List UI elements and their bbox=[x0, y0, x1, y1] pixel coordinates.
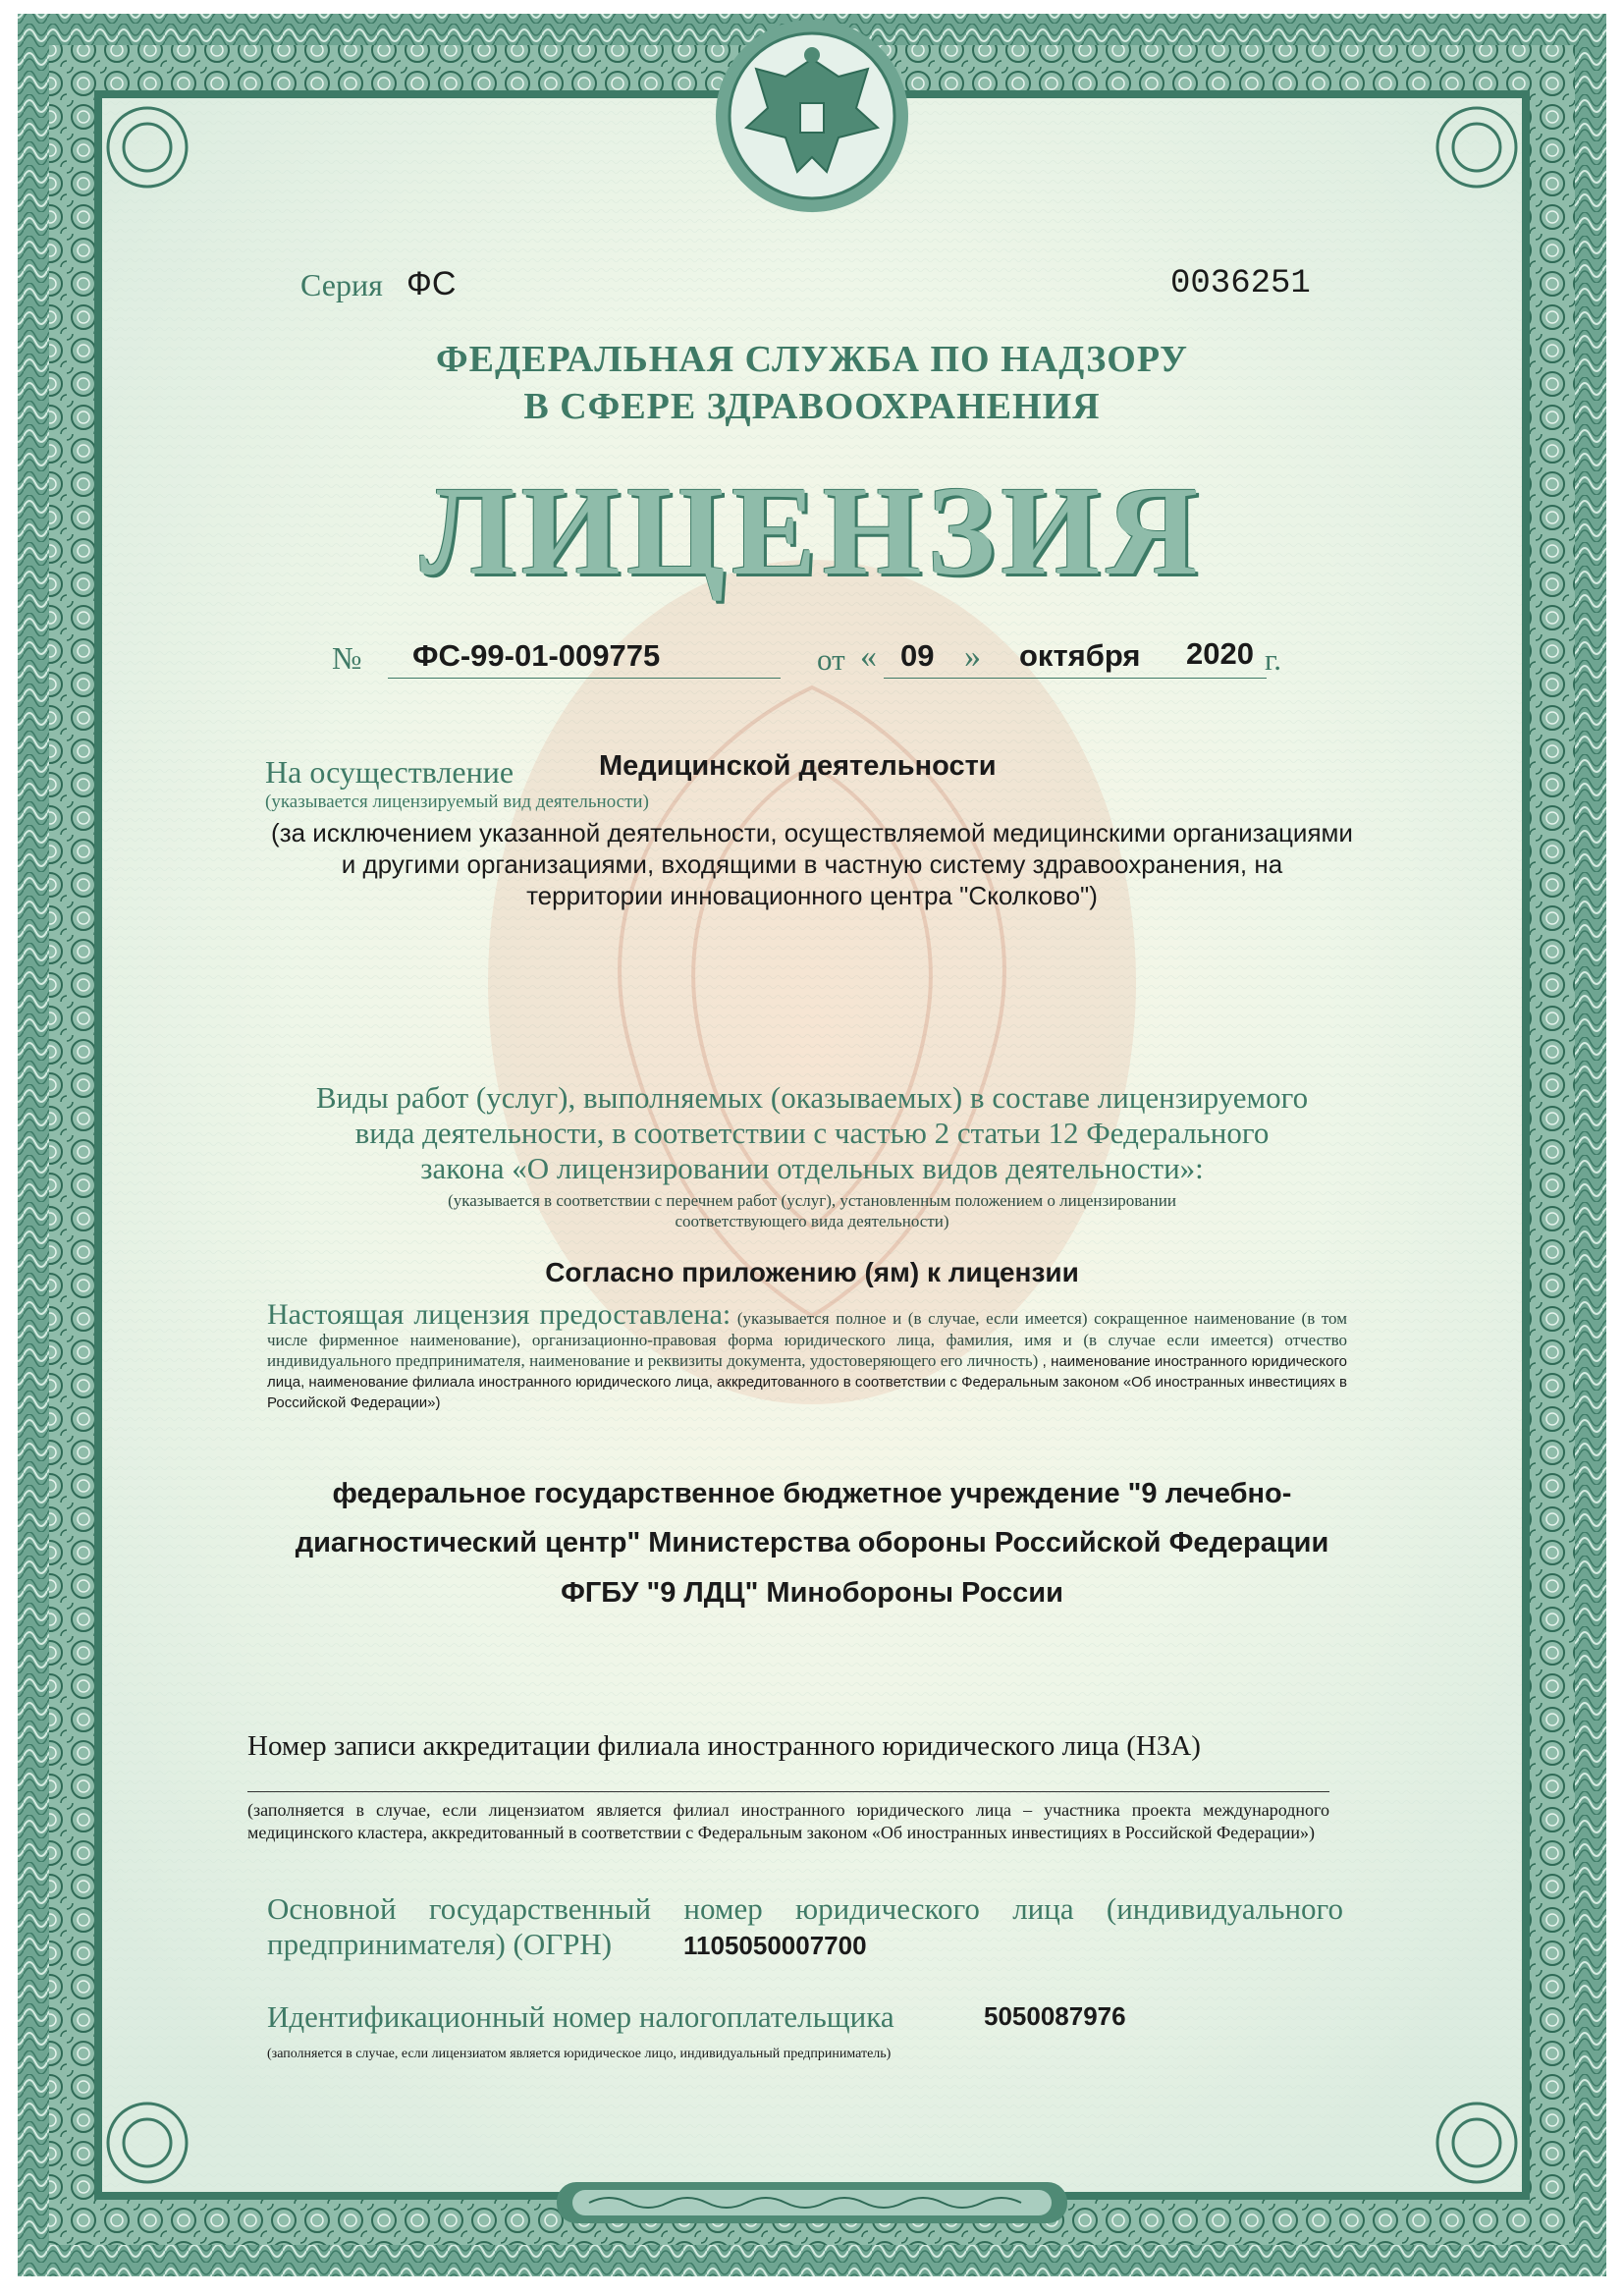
nza-underline bbox=[247, 1791, 1329, 1792]
works-hint-line1: (указывается в соответствии с перечнем работ (услуг), установленным положением о лицензировании bbox=[448, 1191, 1176, 1210]
works-line2: вида деятельности, в соответствии с частью 2 статьи 12 Федерального bbox=[354, 1116, 1270, 1150]
inn-hint: (заполняется в случае, если лицензиатом является юридическое лицо, индивидуальный предприниматель) bbox=[267, 2047, 892, 2061]
ogrn-value: 1105050007700 bbox=[683, 1931, 867, 1960]
ogrn-label-line1: Основной государственный номер юридического лица (индивидуального bbox=[267, 1891, 1343, 1926]
number-label: № bbox=[332, 640, 362, 676]
ogrn-label-line2: предпринимателя) (ОГРН) bbox=[267, 1927, 613, 1961]
holder-short-name: ФГБУ "9 ЛДЦ" Минобороны России bbox=[561, 1577, 1063, 1609]
issue-month: октября bbox=[1019, 638, 1141, 673]
quote-open: « bbox=[860, 638, 877, 675]
date-underline bbox=[884, 678, 1267, 679]
date-from-label: от bbox=[817, 642, 845, 677]
document-title: ЛИЦЕНЗИЯ bbox=[419, 461, 1205, 602]
activity-note-line1: (за исключением указанной деятельности, осуществляемой медицинскими организациями bbox=[271, 818, 1353, 847]
activity-note-line2: и другими организациями, входящими в частную систему здравоохранения, на bbox=[341, 849, 1283, 879]
year-suffix: г. bbox=[1265, 642, 1281, 677]
granted-hint-part1: (указывается полное и (в случае, если имеется) сокращенное наименование (в том числе фирменное наименование), организационно-правовая форма юридического лица, фамилия, имя и (в случае если имеется) отчество индивидуального предпринимателя, наименование и реквизиты документа, удостоверяющего его личность) bbox=[267, 1309, 1347, 1370]
activity-value: Медицинской деятельности bbox=[599, 750, 997, 782]
holder-name-line2: диагностический центр" Министерства обороны Российской Федерации bbox=[295, 1527, 1329, 1558]
series-label: Серия bbox=[300, 267, 383, 302]
works-value: Согласно приложению (ям) к лицензии bbox=[545, 1257, 1079, 1287]
nza-hint: (заполняется в случае, если лицензиатом является филиал иностранного юридического лица – участника проекта международного медицинского кластера, аккредитованный в соответствии с Федеральным законом «Об иностранных инвестициях в Российской Федерации») bbox=[247, 1800, 1329, 1842]
series-value: ФС bbox=[406, 265, 457, 302]
license-number: ФС-99-01-009775 bbox=[412, 638, 661, 673]
issue-year: 2020 bbox=[1186, 636, 1254, 671]
works-hint-line2: соответствующего вида деятельности) bbox=[675, 1212, 949, 1230]
works-line3: закона «О лицензировании отдельных видов деятельности»: bbox=[420, 1151, 1204, 1185]
license-number-underline bbox=[388, 678, 781, 679]
granted-label: Настоящая лицензия предоставлена: bbox=[267, 1298, 731, 1331]
granted-block bbox=[267, 1300, 1347, 1412]
serial-number: 0036251 bbox=[1170, 265, 1311, 302]
granted-hint-part2: , наименование иностранного юридического лица, наименование филиала иностранного юридического лица, аккредитованного в соответствии с Федеральным законом «Об иностранных инвестициях в Российской Федерации») bbox=[267, 1353, 1347, 1411]
holder-name-line1: федеральное государственное бюджетное учреждение "9 лечебно- bbox=[332, 1478, 1292, 1509]
issue-day: 09 bbox=[900, 638, 935, 673]
works-line1: Виды работ (услуг), выполняемых (оказываемых) в составе лицензируемого bbox=[315, 1080, 1309, 1115]
activity-note-line3: территории инновационного центра "Сколково") bbox=[526, 881, 1098, 910]
inn-label: Идентификационный номер налогоплательщика bbox=[267, 1999, 894, 2034]
activity-label: На осуществление bbox=[265, 754, 514, 790]
activity-hint: (указывается лицензируемый вид деятельности) bbox=[265, 792, 649, 812]
inn-value: 5050087976 bbox=[984, 2001, 1126, 2031]
agency-name-line2: В СФЕРЕ ЗДРАВООХРАНЕНИЯ bbox=[523, 386, 1101, 427]
agency-name-line1: ФЕДЕРАЛЬНАЯ СЛУЖБА ПО НАДЗОРУ bbox=[436, 339, 1188, 380]
nza-label: Номер записи аккредитации филиала иностранного юридического лица (НЗА) bbox=[247, 1730, 1201, 1762]
quote-close: » bbox=[964, 638, 981, 675]
